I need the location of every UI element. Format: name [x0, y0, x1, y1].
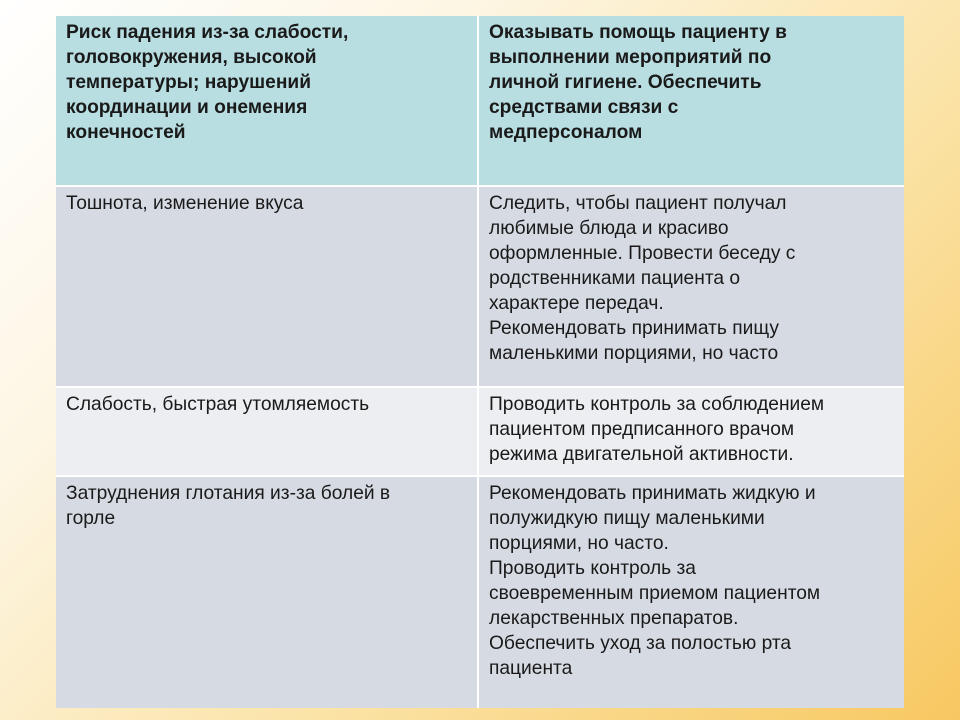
intervention-text: Проводить контроль за соблюдением пациентом предписанного врачом режима двигательной активности. [489, 394, 825, 465]
table-cell-problem-2 [56, 388, 479, 477]
problem-text: Тошнота, изменение вкуса [66, 193, 304, 214]
header-cell-problem [56, 16, 479, 187]
header-cell-intervention [479, 16, 904, 187]
intervention-text: Рекомендовать принимать жидкую и полужидкую пищу маленькими порциями, но часто. Проводить контроль за своевременным приемом пациентом лекарственных препаратов. Обеспечить уход за полостью рта пациента [489, 483, 821, 679]
care-plan-table [56, 16, 904, 708]
header-text-intervention: Оказывать помощь пациенту в выполнении мероприятий по личной гигиене. Обеспечить средствами связи с медперсоналом [489, 22, 787, 143]
problem-text: Затруднения глотания из-за болей в горле [66, 483, 391, 529]
header-text-problem: Риск падения из-за слабости, головокружения, высокой температуры; нарушений координации и онемения конечностей [66, 22, 349, 143]
table-cell-intervention-3 [479, 477, 904, 708]
table-cell-problem-1 [56, 187, 479, 388]
problem-text: Слабость, быстрая утомляемость [66, 394, 370, 415]
table-cell-problem-3 [56, 477, 479, 708]
table-cell-intervention-1 [479, 187, 904, 388]
intervention-text: Следить, чтобы пациент получал любимые блюда и красиво оформленные. Провести беседу с родственниками пациента о характере передач. Рекомендовать принимать пищу маленькими порциями, но часто [489, 193, 796, 364]
table-cell-intervention-2 [479, 388, 904, 477]
